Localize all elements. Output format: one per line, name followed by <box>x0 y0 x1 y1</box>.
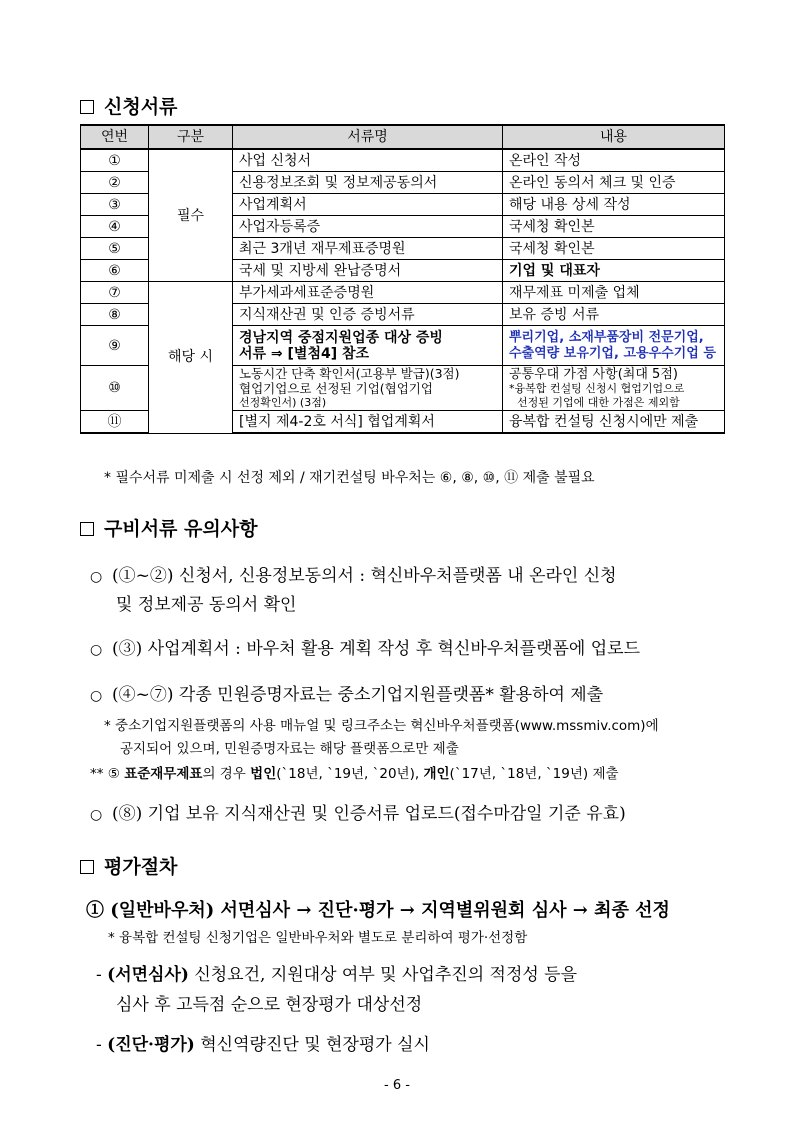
document-content: 재무제표 미제출 업체 <box>503 282 725 304</box>
evaluation-detail: - (서면심사) 신청요건, 지원대상 여부 및 사업추진의 적정성 등을 <box>96 965 578 985</box>
circle-bullet-icon: ○ <box>90 688 103 704</box>
dash-mark: - <box>96 965 108 985</box>
dash-mark: - <box>96 1035 108 1055</box>
precaution-item <box>90 680 603 705</box>
document-content: 보유 증빙 서류 <box>503 304 725 326</box>
precaution-text: (⑧) 기업 보유 지식재산권 및 인증서류 업로드(접수마감일 기준 유효) <box>112 804 626 824</box>
document-name: 사업계획서 <box>233 194 503 216</box>
platform-note: * 중소기업지원플랫폼의 사용 매뉴얼 및 링크주소는 혁신바우처플랫폼(www.mssmiv.com)에 <box>104 718 659 734</box>
table-footnote: * 필수서류 미제출 시 선정 제외 / 재기컨설팅 바우처는 ⑥, ⑧, ⑩, ⑪ 제출 불필요 <box>104 470 595 486</box>
header-category: 구분 <box>149 125 233 149</box>
document-name-line: 노동시간 단축 확인서(고용부 발급)(3점) <box>239 366 460 381</box>
document-name: 지식재산권 및 인증 증빙서류 <box>233 304 503 326</box>
document-name: 신용정보조회 및 정보제공동의서 <box>233 172 503 194</box>
circle-bullet-icon: ○ <box>90 642 103 658</box>
document-name-line: 선정확인서) (3점) <box>239 396 327 409</box>
precaution-text: (④~⑦) 각종 민원증명자료는 중소기업지원플랫폼* 활용하여 제출 <box>112 685 604 705</box>
document-content-line: 뿌리기업, 소재부품장비 전문기업, <box>509 329 704 345</box>
evaluation-detail-continued: 심사 후 고득점 순으로 현장평가 대상선정 <box>116 995 423 1015</box>
circle-bullet-icon: ○ <box>90 807 103 823</box>
documents-table <box>80 124 725 434</box>
document-content-line: 공통우대 가점 사항(최대 5점) <box>509 366 678 382</box>
precaution-text: (①~②) 신청서, 신용정보동의서 : 혁신바우처플랫폼 내 온라인 신청 <box>112 566 617 586</box>
header-document-name: 서류명 <box>233 125 503 149</box>
evaluation-step: ① (일반바우처) 서면심사 → 진단·평가 → 지역별위원회 심사 → 최종 선정 <box>86 900 670 921</box>
row-number: ⑤ <box>81 238 149 260</box>
row-number: ④ <box>81 216 149 238</box>
document-name-line: 서류 ⇒ [별첨4] 참조 <box>239 345 370 362</box>
precaution-item <box>90 634 640 659</box>
document-content: 융복합 컨설팅 신청시에만 제출 <box>503 411 725 434</box>
row-number: ③ <box>81 194 149 216</box>
document-name <box>233 366 503 411</box>
platform-note-continued: 공지되어 있으며, 민원증명자료는 해당 플랫폼으로만 제출 <box>120 741 459 757</box>
document-name: 사업 신청서 <box>233 149 503 172</box>
document-content: 국세청 확인본 <box>503 238 725 260</box>
document-content <box>503 326 725 366</box>
document-name-line: 협업기업으로 선정된 기업(협업기업 <box>239 381 433 396</box>
section-title-precautions: 구비서류 유의사항 <box>80 514 257 541</box>
section-title-evaluation: 평가절차 <box>80 852 177 879</box>
precaution-item <box>90 799 626 824</box>
document-name: [별지 제4-2호 서식] 협업계획서 <box>233 411 503 434</box>
evaluation-step-note: * 융복합 컨설팅 신청기업은 일반바우처와 별도로 분리하여 평가·선정함 <box>108 930 528 946</box>
section-title-documents: 신청서류 <box>80 92 177 119</box>
document-content: 국세청 확인본 <box>503 216 725 238</box>
document-name <box>233 326 503 366</box>
document-name: 최근 3개년 재무제표증명원 <box>233 238 503 260</box>
row-number: ⑨ <box>81 326 149 366</box>
table-header-row <box>81 125 725 149</box>
precaution-text: (③) 사업계획서 : 바우처 활용 계획 작성 후 혁신바우처플랫폼에 업로드 <box>112 639 641 659</box>
document-content-line: *융복합 컨설팅 신청시 협업기업으로 <box>509 381 685 395</box>
group-required: 필수 <box>149 149 233 282</box>
row-number: ⑧ <box>81 304 149 326</box>
precaution-item <box>90 561 617 586</box>
page-number: - 6 - <box>384 1078 410 1093</box>
group-applicable: 해당 시 <box>149 282 233 434</box>
document-content: 온라인 작성 <box>503 149 725 172</box>
document-content-line: 선정된 기업에 대한 가점은 제외함 <box>517 395 680 409</box>
row-number: ⑦ <box>81 282 149 304</box>
document-content <box>503 366 725 411</box>
checkbox-square-icon <box>80 860 94 874</box>
document-name: 사업자등록증 <box>233 216 503 238</box>
checkbox-square-icon <box>80 522 94 536</box>
row-number: ⑩ <box>81 366 149 411</box>
checkbox-square-icon <box>80 100 94 114</box>
row-number: ⑪ <box>81 411 149 434</box>
table-row <box>81 149 725 172</box>
document-content: 해당 내용 상세 작성 <box>503 194 725 216</box>
document-content: 온라인 동의서 체크 및 인증 <box>503 172 725 194</box>
row-number: ① <box>81 149 149 172</box>
evaluation-detail: - (진단·평가) 혁신역량진단 및 현장평가 실시 <box>96 1035 430 1055</box>
header-number: 연번 <box>81 125 149 149</box>
document-content-line: 수출역량 보유기업, 고용우수기업 등 <box>509 345 716 361</box>
header-content: 내용 <box>503 125 725 149</box>
document-content: 기업 및 대표자 <box>503 260 725 282</box>
row-number: ⑥ <box>81 260 149 282</box>
table-row <box>81 282 725 304</box>
document-name: 부가세과세표준증명원 <box>233 282 503 304</box>
document-name-line: 경남지역 중점지원업종 대상 증빙 <box>239 329 443 346</box>
row-number: ② <box>81 172 149 194</box>
circle-bullet-icon: ○ <box>90 569 103 585</box>
financial-statement-note: ** ⑤ 표준재무제표의 경우 법인(`18년, `19년, `20년), 개인(`17년, `18년, `19년) 제출 <box>90 766 619 782</box>
document-name: 국세 및 지방세 완납증명서 <box>233 260 503 282</box>
precaution-item-continued: 및 정보제공 동의서 확인 <box>116 595 297 615</box>
